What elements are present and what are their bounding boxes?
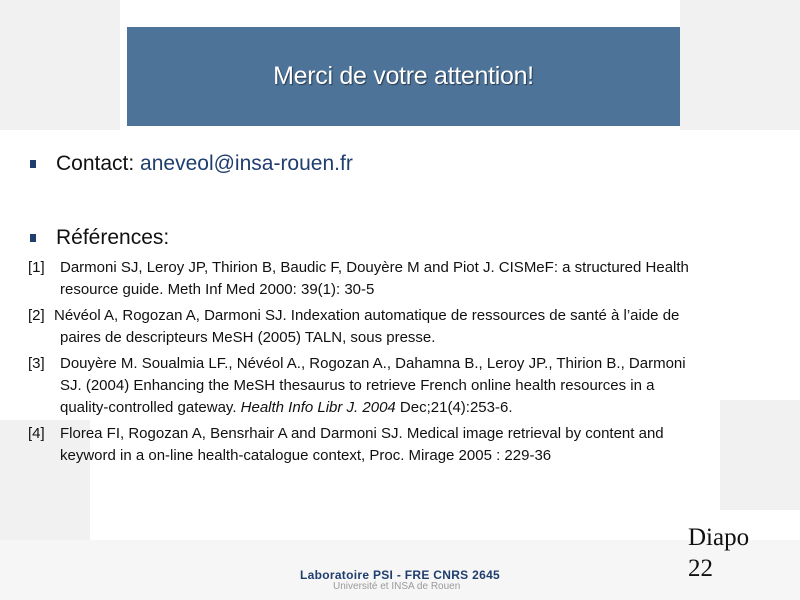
reference-line: Darmoni SJ, Leroy JP, Thirion B, Baudic F, Douyère M and Piot J. CISMeF: a structured Health (60, 259, 689, 276)
reference-number: [2] (28, 307, 45, 324)
slide-title: Merci de votre attention! (273, 62, 534, 90)
bullet-square-icon (30, 234, 36, 242)
reference-line: SJ. (2004) Enhancing the MeSH thesaurus to retrieve French online health resources in a (60, 377, 655, 394)
contact-email-link[interactable]: aneveol@insa-rouen.fr (140, 152, 353, 175)
reference-line: resource guide. Meth Inf Med 2000: 39(1): 30-5 (60, 281, 375, 298)
university-name: Université et INSA de Rouen (333, 581, 461, 592)
references-heading: Références: (56, 226, 170, 249)
contact-line (56, 152, 353, 176)
reference-text: quality-controlled gateway. (60, 399, 241, 416)
reference-line: paires de descripteurs MeSH (2005) TALN, sous presse. (60, 329, 436, 346)
lab-logo (300, 568, 500, 592)
reference-line: Névéol A, Rogozan A, Darmoni SJ. Indexation automatique de ressources de santé à l’aide de (54, 307, 680, 324)
reference-item (28, 423, 763, 467)
slide-label: Diapo (688, 524, 750, 551)
bullet-square-icon (30, 160, 36, 168)
reference-text: Dec;21(4):253-6. (395, 399, 513, 416)
slide-number-value: 22 (688, 555, 713, 582)
title-bar (127, 27, 680, 126)
contact-label: Contact: (56, 152, 141, 175)
reference-line (28, 397, 763, 419)
reference-line: Florea FI, Rogozan A, Bensrhair A and Darmoni SJ. Medical image retrieval by content and (60, 425, 664, 442)
reference-item (28, 353, 763, 419)
reference-number: [1] (28, 259, 45, 276)
lab-name: Laboratoire PSI - FRE CNRS 2645 (300, 568, 501, 582)
reference-item (28, 257, 763, 301)
reference-line: keyword in a on-line health-catalogue context, Proc. Mirage 2005 : 229-36 (60, 447, 552, 464)
reference-item (28, 305, 763, 349)
reference-line: Douyère M. Soualmia LF., Névéol A., Rogozan A., Dahamna B., Leroy JP., Thirion B., Darmoni (60, 355, 686, 372)
contact-bullet (30, 152, 353, 176)
journal-title: Health Info Libr J. 2004 (240, 399, 396, 416)
slide-number (688, 522, 749, 584)
references-bullet (30, 226, 169, 250)
reference-number: [4] (28, 425, 45, 442)
reference-number: [3] (28, 355, 45, 372)
